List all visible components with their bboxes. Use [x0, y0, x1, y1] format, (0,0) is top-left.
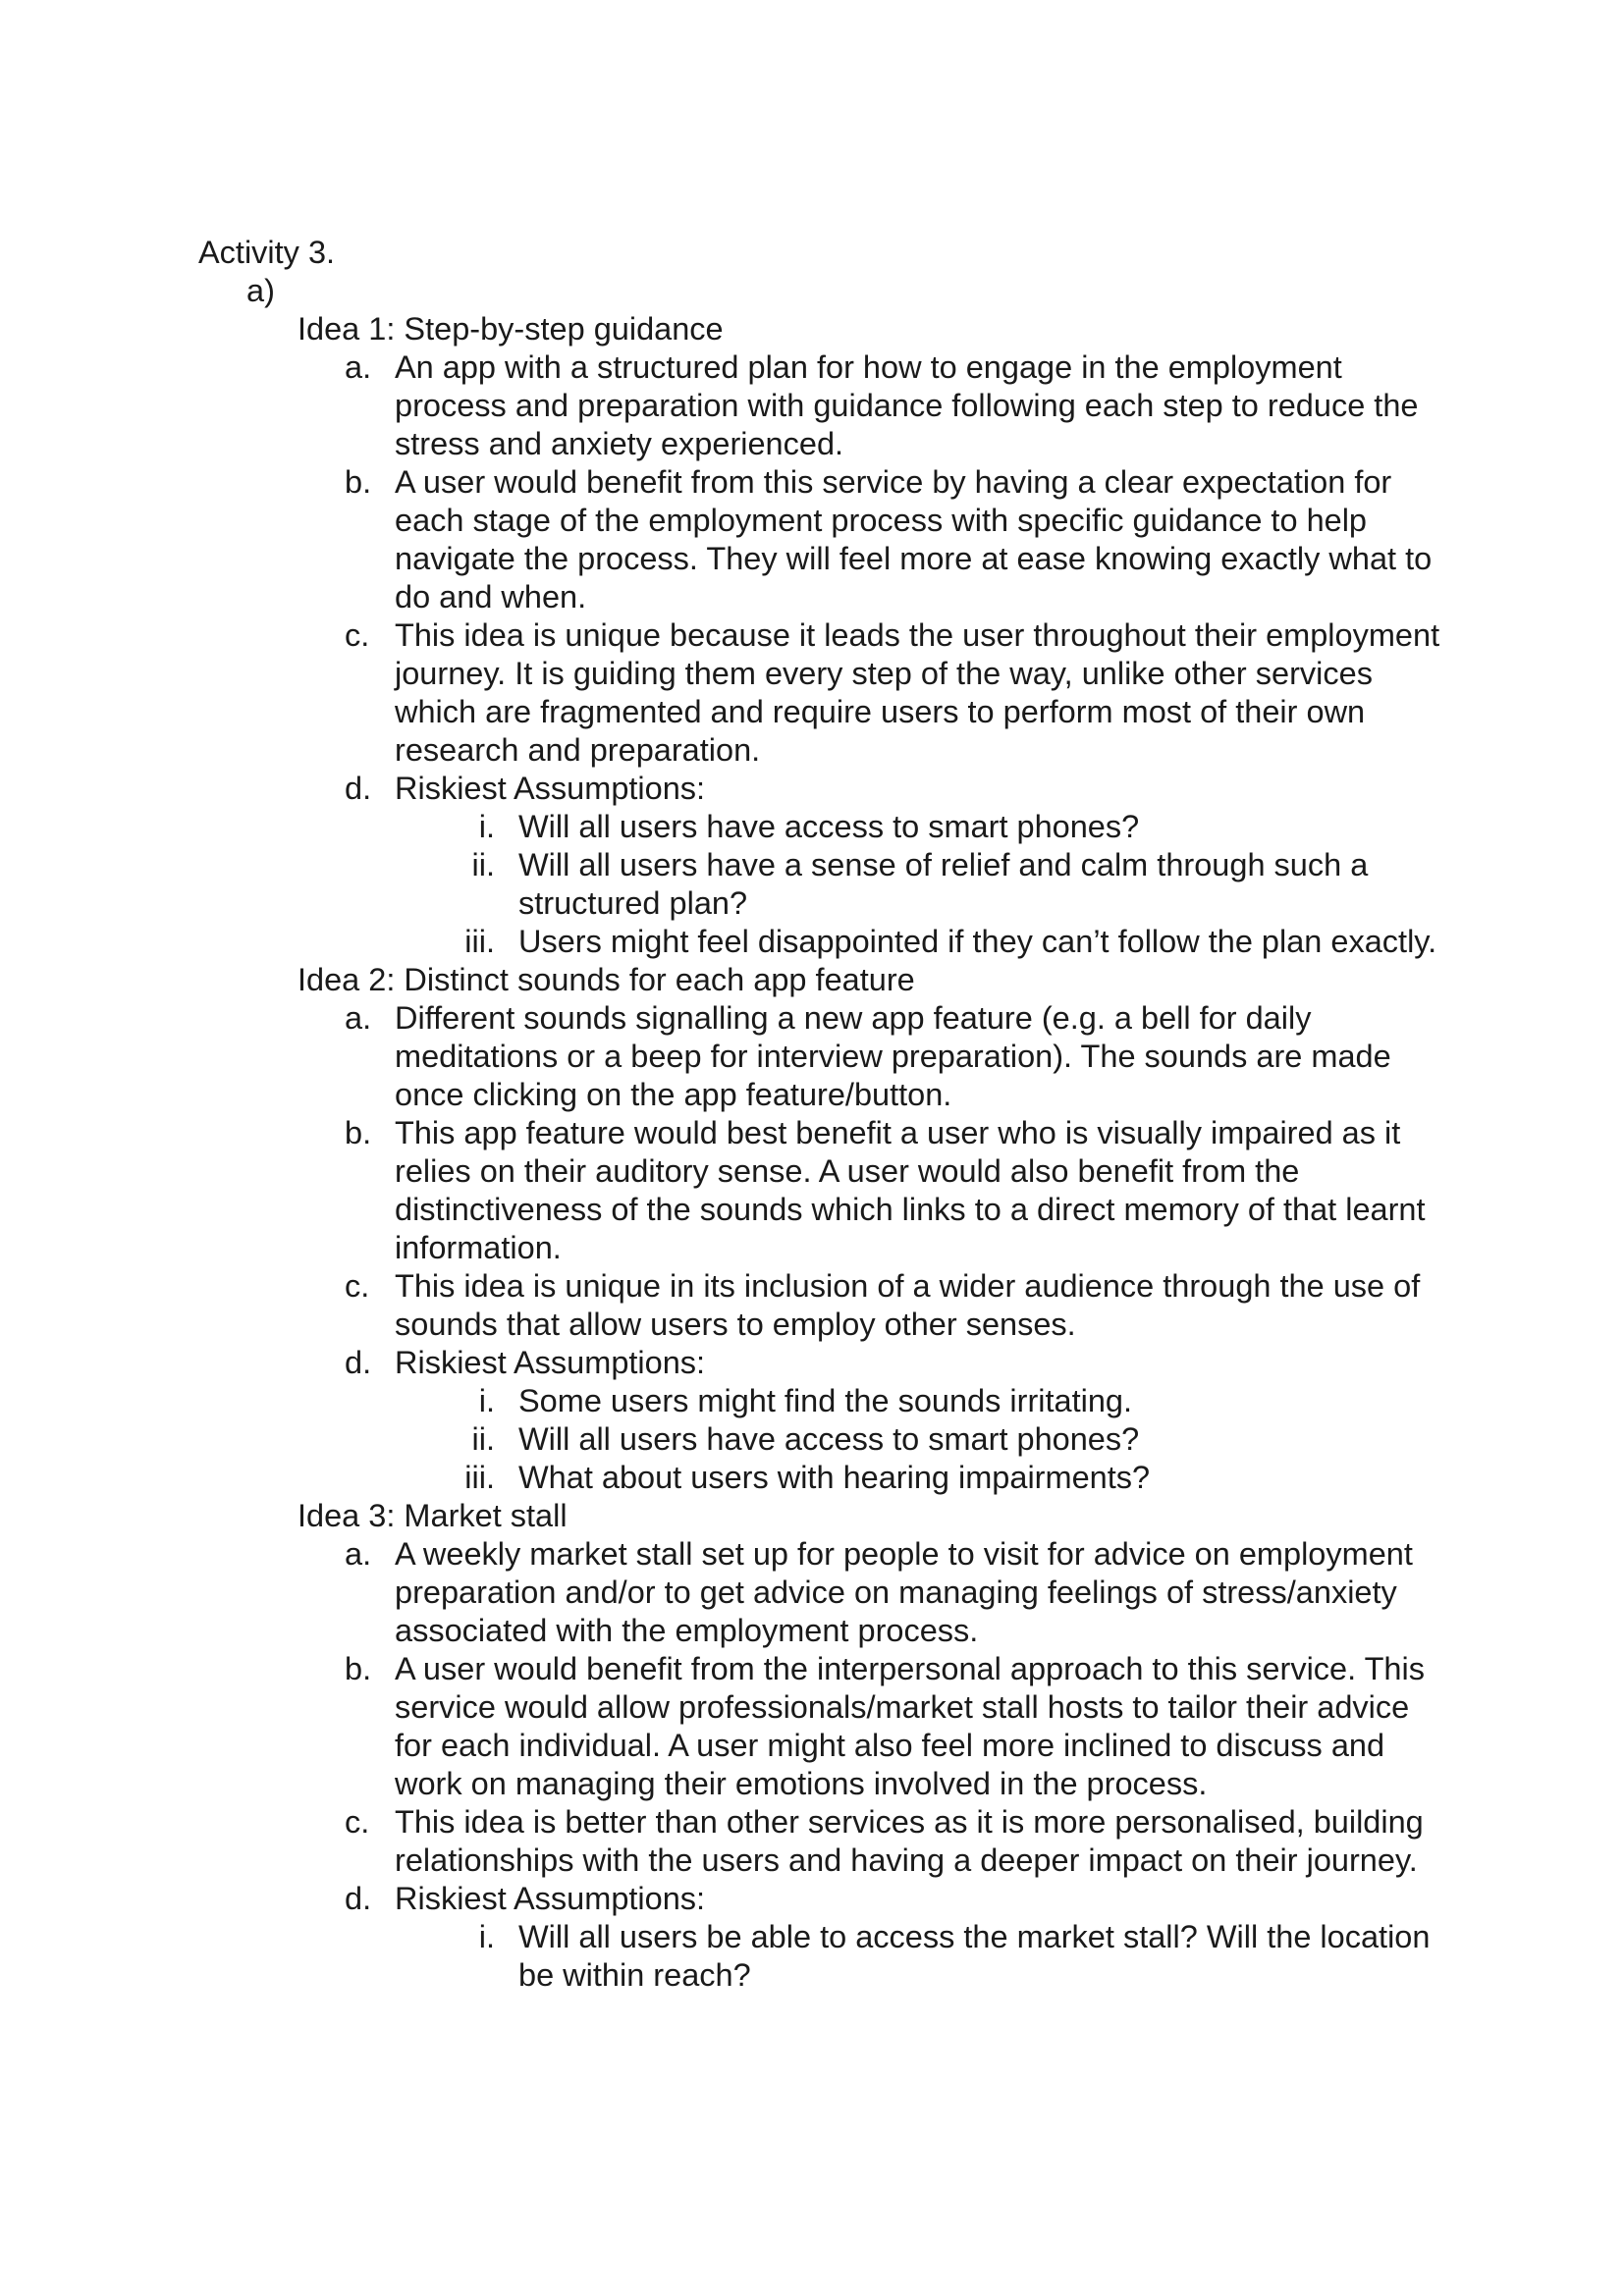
document-body: [198, 234, 1455, 1995]
assumption-text: Users might feel disappointed if they can’t follow the plan exactly.: [518, 924, 1437, 959]
idea-item: [345, 1114, 1455, 1267]
item-text: Riskiest Assumptions:: [395, 1881, 706, 1916]
assumption-text: Will all users have a sense of relief and calm through such a structured plan?: [518, 847, 1369, 921]
item-marker: d.: [345, 1881, 372, 1916]
item-marker: b.: [345, 464, 372, 500]
idea-item: [345, 348, 1455, 463]
idea-item: [345, 616, 1455, 770]
assumption-marker: i.: [478, 1919, 495, 1954]
assumption-text: What about users with hearing impairments?: [518, 1460, 1151, 1495]
assumption-marker: iii.: [464, 924, 495, 959]
assumption-item: [464, 923, 1455, 961]
idea-title: Idea 2: Distinct sounds for each app feature: [298, 962, 915, 997]
item-text: Different sounds signalling a new app feature (e.g. a bell for daily meditations or a beep for interview preparation). The sounds are made once clicking on the app feature/button.: [395, 1000, 1391, 1112]
item-text: A user would benefit from the interpersonal approach to this service. This service would allow professionals/market stall hosts to tailor their advice for each individual. A user might also feel more inclined to discuss and work on managing their emotions involved in the process.: [395, 1651, 1425, 1801]
idea-item: [345, 1535, 1455, 1650]
assumption-text: Will all users have access to smart phones?: [518, 809, 1140, 844]
item-text: This app feature would best benefit a user who is visually impaired as it relies on their auditory sense. A user would also benefit from the distinctiveness of the sounds which links to a direct memory of that learnt information.: [395, 1115, 1426, 1265]
idea-3: [198, 1497, 1455, 1995]
assumption-item: [471, 846, 1455, 923]
idea-item: [345, 463, 1455, 616]
idea-item: [345, 1344, 1455, 1382]
assumption-marker: ii.: [471, 1421, 495, 1457]
item-marker: a.: [345, 1000, 372, 1036]
item-marker: d.: [345, 771, 372, 806]
item-marker: c.: [345, 1804, 370, 1840]
assumption-item: [471, 1420, 1455, 1459]
idea-1: [198, 310, 1455, 961]
item-marker: d.: [345, 1345, 372, 1380]
idea-title: Idea 3: Market stall: [298, 1498, 568, 1533]
assumption-marker: iii.: [464, 1460, 495, 1495]
item-text: Riskiest Assumptions:: [395, 771, 706, 806]
item-text: A user would benefit from this service by having a clear expectation for each stage of the employment process with specific guidance to help navigate the process. They will feel more at ease knowing exactly what to do and when.: [395, 464, 1433, 614]
assumption-text: Will all users have access to smart phones?: [518, 1421, 1140, 1457]
idea-item: [345, 1803, 1455, 1880]
assumption-item: [478, 1918, 1455, 1995]
assumption-item: [478, 808, 1455, 846]
assumption-marker: i.: [478, 1383, 495, 1418]
idea-item: [345, 1650, 1455, 1803]
assumption-marker: i.: [478, 809, 495, 844]
assumption-text: Will all users be able to access the market stall? Will the location be within reach?: [518, 1919, 1431, 1993]
item-text: Riskiest Assumptions:: [395, 1345, 706, 1380]
item-marker: c.: [345, 617, 370, 653]
assumption-item: [464, 1459, 1455, 1497]
idea-item: [345, 770, 1455, 808]
assumption-text: Some users might find the sounds irritating.: [518, 1383, 1133, 1418]
item-text: This idea is better than other services as it is more personalised, building relationships with the users and having a deeper impact on their journey.: [395, 1804, 1424, 1878]
activity-heading: Activity 3.: [198, 235, 336, 270]
assumption-item: [478, 1382, 1455, 1420]
item-text: This idea is unique in its inclusion of a wider audience through the use of sounds that allow users to employ other senses.: [395, 1268, 1421, 1342]
item-marker: b.: [345, 1115, 372, 1150]
item-marker: a.: [345, 349, 372, 385]
item-text: A weekly market stall set up for people to visit for advice on employment preparation and/or to get advice on managing feelings of stress/anxiety associated with the employment process.: [395, 1536, 1413, 1648]
idea-item: [345, 1880, 1455, 1918]
assumption-marker: ii.: [471, 847, 495, 882]
idea-item: [345, 999, 1455, 1114]
idea-item: [345, 1267, 1455, 1344]
item-text: This idea is unique because it leads the user throughout their employment journey. It is guiding them every step of the way, unlike other services which are fragmented and require users to perform most of their own research and preparation.: [395, 617, 1440, 768]
item-marker: a.: [345, 1536, 372, 1572]
item-marker: c.: [345, 1268, 370, 1304]
idea-title: Idea 1: Step-by-step guidance: [298, 311, 724, 347]
idea-2: [198, 961, 1455, 1497]
item-marker: b.: [345, 1651, 372, 1686]
part-label: a): [246, 273, 275, 308]
item-text: An app with a structured plan for how to engage in the employment process and preparation with guidance following each step to reduce the stress and anxiety experienced.: [395, 349, 1419, 461]
